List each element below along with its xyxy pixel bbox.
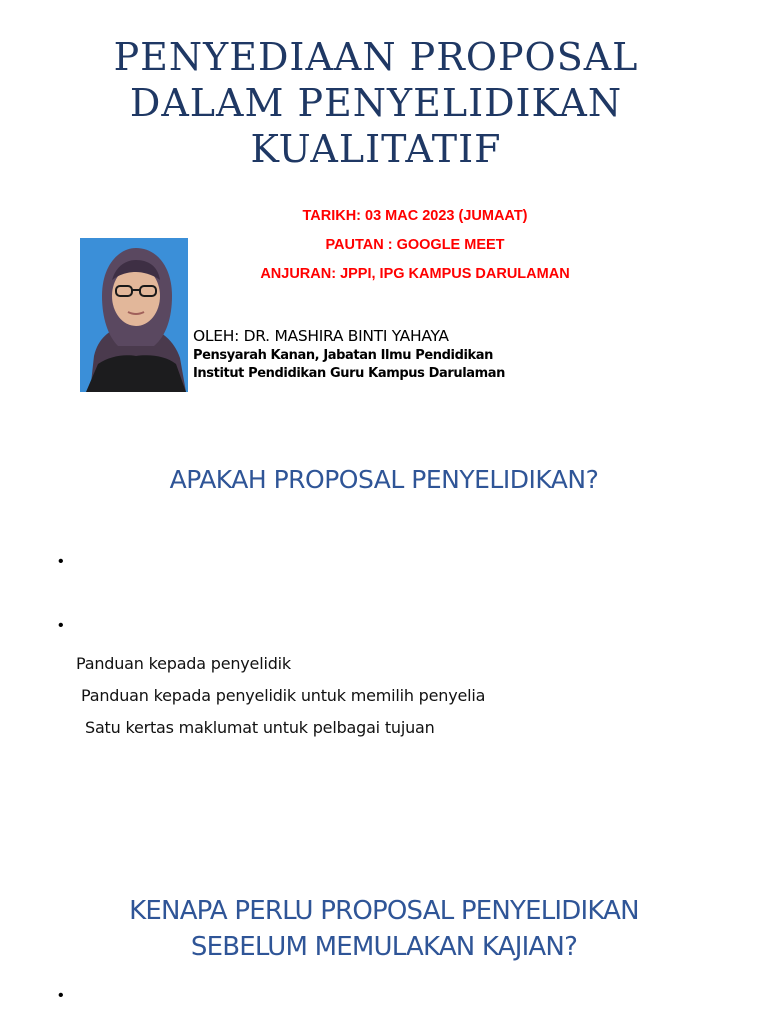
- bullet-point: •: [58, 553, 64, 570]
- author-block: [193, 325, 505, 383]
- list-item: Panduan kepada penyelidik: [76, 654, 291, 673]
- author-portrait-icon: [80, 238, 188, 392]
- bullet-point: •: [58, 987, 64, 1004]
- list-item: Panduan kepada penyelidik untuk memilih penyelia: [81, 686, 486, 705]
- author-position: Pensyarah Kanan, Jabatan Ilmu Pendidikan: [193, 348, 494, 363]
- event-meta: [200, 202, 630, 289]
- section-heading-apakah: APAKAH PROPOSAL PENYELIDIKAN?: [169, 465, 599, 494]
- bullet-point: •: [58, 617, 64, 634]
- title-line-3: KUALITATIF: [250, 127, 502, 171]
- heading-line-1: KENAPA PERLU PROPOSAL PENYELIDIKAN: [129, 896, 639, 926]
- event-link: PAUTAN : GOOGLE MEET: [325, 237, 505, 253]
- page-title: [0, 34, 752, 172]
- list-item: Satu kertas maklumat untuk pelbagai tujuan: [85, 718, 435, 737]
- author-name: OLEH: DR. MASHIRA BINTI YAHAYA: [193, 327, 449, 345]
- title-line-1: PENYEDIAAN PROPOSAL: [113, 35, 639, 79]
- event-organizer: ANJURAN: JPPI, IPG KAMPUS DARULAMAN: [260, 266, 570, 282]
- event-date: TARIKH: 03 MAC 2023 (JUMAAT): [302, 208, 528, 224]
- author-institution: Institut Pendidikan Guru Kampus Darulaman: [193, 366, 505, 381]
- author-photo: [80, 238, 188, 392]
- section-heading-kenapa: [0, 893, 768, 965]
- item-list: [76, 648, 485, 744]
- heading-line-2: SEBELUM MEMULAKAN KAJIAN?: [190, 932, 578, 962]
- title-line-2: DALAM PENYELIDIKAN: [129, 81, 623, 125]
